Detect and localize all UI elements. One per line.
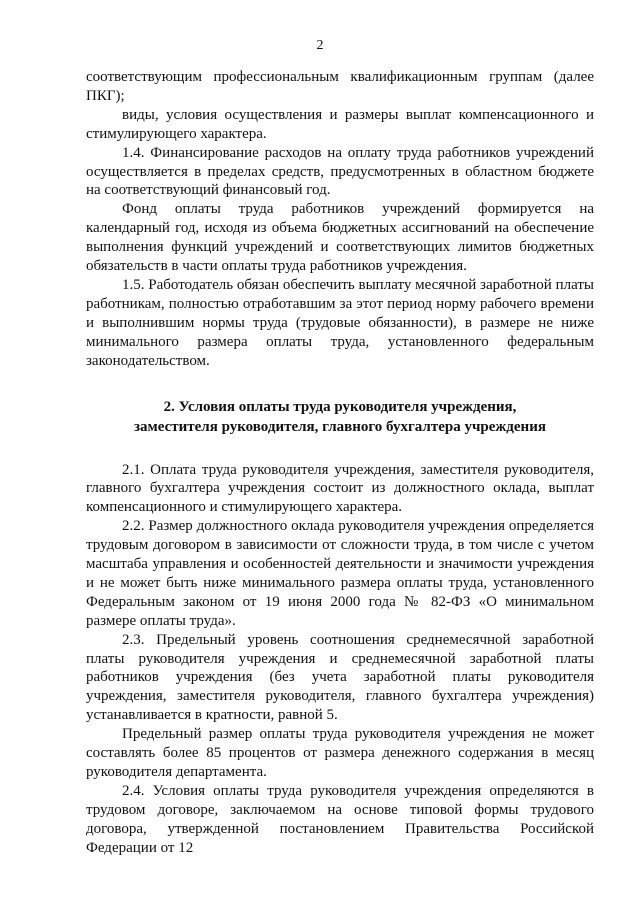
paragraph: 1.4. Финансирование расходов на оплату труда работников учреждений осуществляется в пределах средств, предусмотренных в областном бюджете на соответствующий финансовый год. [86, 144, 594, 199]
paragraph: 2.4. Условия оплаты труда руководителя учреждения определяются в трудовом договоре, заключаемом на основе типовой формы трудового договора, утвержденной постановлением Правительства Российской Федерации от 12 [86, 782, 594, 856]
paragraph: 2.2. Размер должностного оклада руководителя учреждения определяется трудовым договором в зависимости от сложности труда, в том числе с учетом масштаба управления и особенностей деятельности и значимости учреждения и не может быть ниже минимального размера оплаты труда, установленного Федеральным законом от 19 июня 2000 года № 82-ФЗ «О минимальном размере оплаты труда». [86, 518, 594, 629]
paragraph: виды, условия осуществления и размеры выплат компенсационного и стимулирующего характера. [86, 106, 594, 142]
paragraph: 2.1. Оплата труда руководителя учреждения, заместителя руководителя, главного бухгалтера учреждения состоит из должностного оклада, выплат компенсационного и стимулирующего характера. [86, 461, 594, 516]
paragraph: 2.3. Предельный уровень соотношения среднемесячной заработной платы руководителя учреждения и среднемесячной заработной платы работников учреждения (без учета заработной платы руководителя учреждения, заместителя руководителя, главного бухгалтера учреждения) устанавливается в кратности, равной 5. [86, 631, 594, 724]
paragraph: 1.5. Работодатель обязан обеспечить выплату месячной заработной платы работникам, полностью отработавшим за этот период норму рабочего времени и выполнившим нормы труда (трудовые обязанности), в размере не ниже минимального размера оплаты труда, установленного федеральным законодательством. [86, 276, 594, 369]
paragraph: соответствующим профессиональным квалификационным группам (далее ПКГ); [86, 69, 594, 104]
paragraph: Фонд оплаты труда работников учреждений формируется на календарный год, исходя из объема бюджетных ассигнований на обеспечение выполнения функций учреждений и соответствующих лимитов бюджетных обязательств в части оплаты труда работников учреждения. [86, 201, 594, 275]
section-heading-line: 2. Условия оплаты труда руководителя учреждения, [163, 398, 517, 415]
paragraph: Предельный размер оплаты труда руководителя учреждения не может составлять более 85 процентов от размера денежного содержания в месяц руководителя департамента. [86, 726, 594, 780]
document-body [86, 68, 594, 858]
section-heading [86, 397, 594, 437]
section-heading-line: заместителя руководителя, главного бухгалтера учреждения [134, 418, 546, 435]
page-number: 2 [316, 38, 324, 53]
